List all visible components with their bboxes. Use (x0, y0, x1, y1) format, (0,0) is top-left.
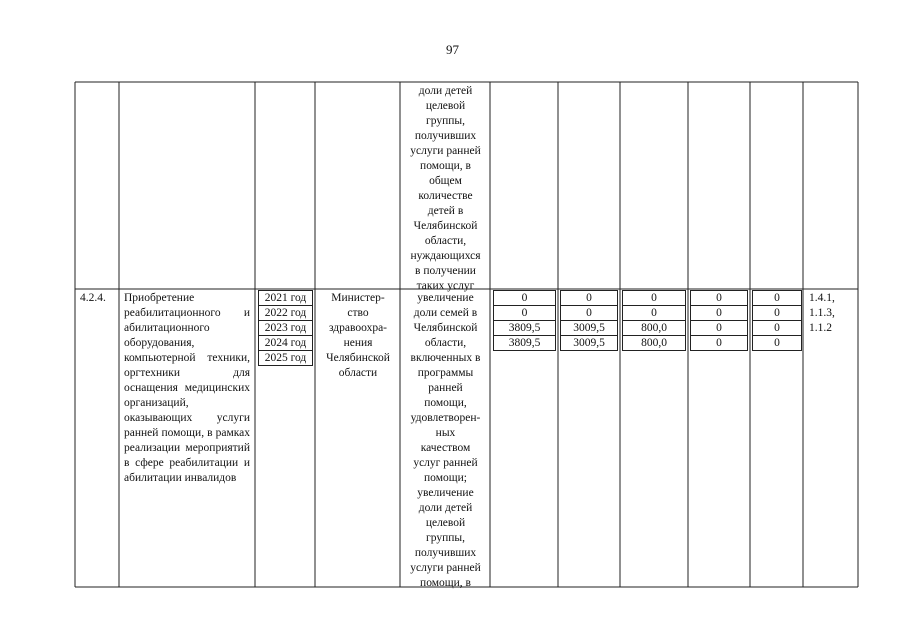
value-cell: 3009,5 (560, 335, 618, 351)
links: 1.4.1, 1.1.3, 1.1.2 (809, 292, 835, 334)
value-cell: 800,0 (622, 335, 686, 351)
year-cell: 2021 год (258, 290, 313, 306)
continued-indicator: доли детей целевой группы, получивших услуги ранней помощи, в общем количестве детей в Челябинской области, нуждающихся в получении таких услуг (410, 85, 481, 292)
year-cell: 2022 год (258, 305, 313, 321)
value-cell: 0 (560, 290, 618, 306)
value-cell: 0 (752, 335, 802, 351)
activity-name: Приобретение реабилитационного и абилитационного оборудования, компьютерной техники, оргтехники для оснащения медицинских организаций, оказывающих услуги ранней помощи, в рамках реализации мероприятий в сфере реабилитации и абилитации инвалидов (124, 292, 250, 484)
indicator: увеличение доли семей в Челябинской области, включенных в программы ранней помощи, удовлетворен- ных качеством услуг ранней помощи; увеличение доли детей целевой группы, получивших услуги ранней помощи, в (410, 292, 481, 589)
value-cell: 800,0 (622, 320, 686, 336)
value-cell: 3809,5 (493, 335, 556, 351)
value-cell: 0 (690, 335, 748, 351)
value-cell: 0 (690, 290, 748, 306)
year-cell: 2023 год (258, 320, 313, 336)
value-cell: 0 (622, 305, 686, 321)
year-cell: 2024 год (258, 335, 313, 351)
executor: Министер- ство здравоохра- нения Челябинской области (326, 292, 390, 379)
value-cell: 0 (493, 290, 556, 306)
year-cell: 2025 год (258, 350, 313, 366)
page-number: 97 (446, 42, 459, 57)
value-cell: 0 (690, 305, 748, 321)
row-number: 4.2.4. (80, 292, 106, 304)
value-cell: 3009,5 (560, 320, 618, 336)
value-cell: 0 (752, 290, 802, 306)
value-cell: 0 (690, 320, 748, 336)
value-cell: 0 (622, 290, 686, 306)
value-cell: 0 (560, 305, 618, 321)
value-cell: 0 (493, 305, 556, 321)
value-cell: 0 (752, 320, 802, 336)
value-cell: 3809,5 (493, 320, 556, 336)
value-cell: 0 (752, 305, 802, 321)
